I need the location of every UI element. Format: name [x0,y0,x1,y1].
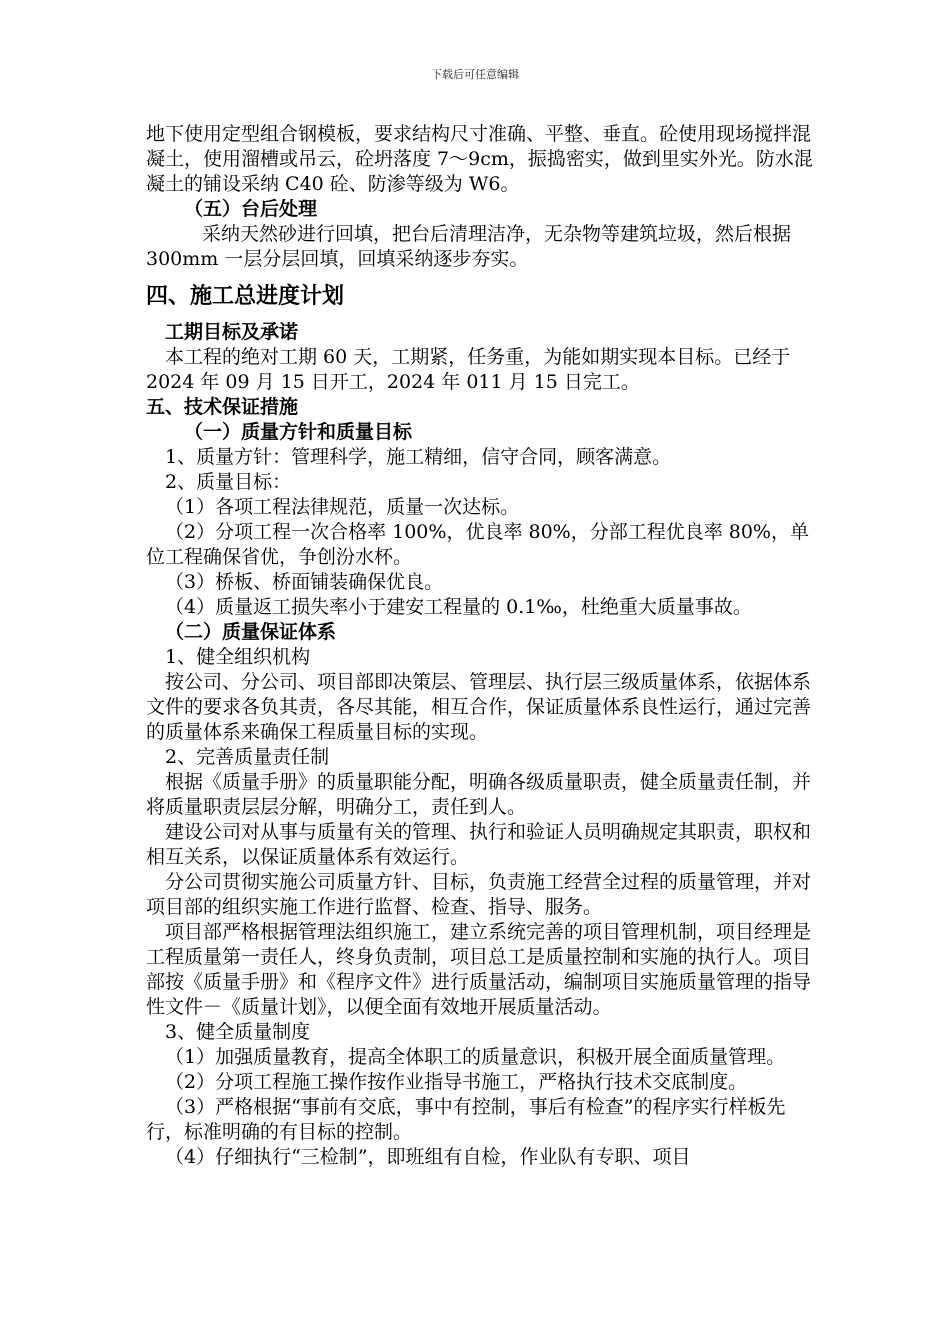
list-item: （2）分项工程一次合格率 100%，优良率 80%，分部工程优良率 80%，单位工程确保省优，争创汾水杯。 [146,521,809,568]
subheading-quality-system: （二）质量保证体系 [165,621,337,643]
subheading-duration: 工期目标及承诺 [165,321,299,343]
section-heading-schedule: 四、施工总进度计划 [146,284,345,309]
paragraph-formwork: 地下使用定型组合钢模板，要求结构尺寸准确、平整、垂直。砼使用现场搅拌混凝土，使用溜槽或吊云，砼坍落度 7～9cm，振捣密实，做到里实外光。防水混凝土的铺设采纳 C40 砼、防渗等级为 W6。 [146,123,813,195]
list-item: （3）桥板、桥面铺装确保优良。 [165,571,444,593]
paragraph-org: 1、健全组织机构 [165,646,311,668]
list-item: （1）各项工程法律规范，质量一次达标。 [165,496,520,518]
paragraph-policy: 1、质量方针：管理科学，施工精细，信守合同，顾客满意。 [165,446,672,468]
list-item: （1）加强质量教育，提高全体职工的质量意识，积极开展全面质量管理。 [165,1046,786,1068]
list-item: （4）质量返工损失率小于建安工程量的 0.1‰，杜绝重大质量事故。 [165,596,752,618]
paragraph-duration: 本工程的绝对工期 60 天，工期紧，任务重，为能如期实现本目标。已经于 2024 年 09 月 15 日开工，2024 年 011 月 15 日完工。 [146,346,791,393]
paragraph-goal: 2、质量目标： [165,471,292,493]
paragraph-body: 建设公司对从事与质量有关的管理、执行和验证人员明确规定其职责，职权和相互关系，以保证质量体系有效运行。 [146,821,812,868]
list-item: （3）严格根据“事前有交底，事中有控制，事后有检查”的程序实行样板先行，标准明确的有目标的控制。 [146,1096,786,1143]
page-header: 下载后可任意编辑 [431,68,519,81]
paragraph-body: 根据《质量手册》的质量职能分配，明确各级质量职责，健全质量责任制，并将质量职责层层分解，明确分工，责任到人。 [146,771,812,818]
subheading-backfill: （五）台后处理 [184,198,318,220]
paragraph-system: 3、健全质量制度 [165,1021,311,1043]
list-item: （4）仔细执行“三检制”，即班组有自检，作业队有专职、项目 [165,1146,691,1168]
paragraph-backfill: 采纳天然砂进行回填，把台后清理洁净，无杂物等建筑垃圾，然后根据 300mm 一层分层回填，回填采纳逐步夯实。 [146,223,792,270]
paragraph-body: 项目部严格根据管理法组织施工，建立系统完善的项目管理机制，项目经理是工程质量第一责任人，终身负责制，项目总工是质量控制和实施的执行人。项目部按《质量手册》和《程序文件》进行质量活动，编制项目实施质量管理的指导性文件－《质量计划》，以便全面有效地开展质量活动。 [146,921,812,1018]
subheading-quality-policy: （一）质量方针和质量目标 [184,421,413,443]
paragraph-body: 分公司贯彻实施公司质量方针、目标，负责施工经营全过程的质量管理，并对项目部的组织实施工作进行监督、检查、指导、服务。 [146,871,812,918]
paragraph-responsibility: 2、完善质量责任制 [165,746,330,768]
paragraph-org-body: 按公司、分公司、项目部即决策层、管理层、执行层三级质量体系，依据体系文件的要求各负其责，各尽其能，相互合作，保证质量体系良性运行，通过完善的质量体系来确保工程质量目标的实现。 [146,671,812,743]
list-item: （2）分项工程施工操作按作业指导书施工，严格执行技术交底制度。 [165,1071,748,1093]
document-body [146,122,818,1170]
section-heading-tech: 五、技术保证措施 [146,396,299,418]
